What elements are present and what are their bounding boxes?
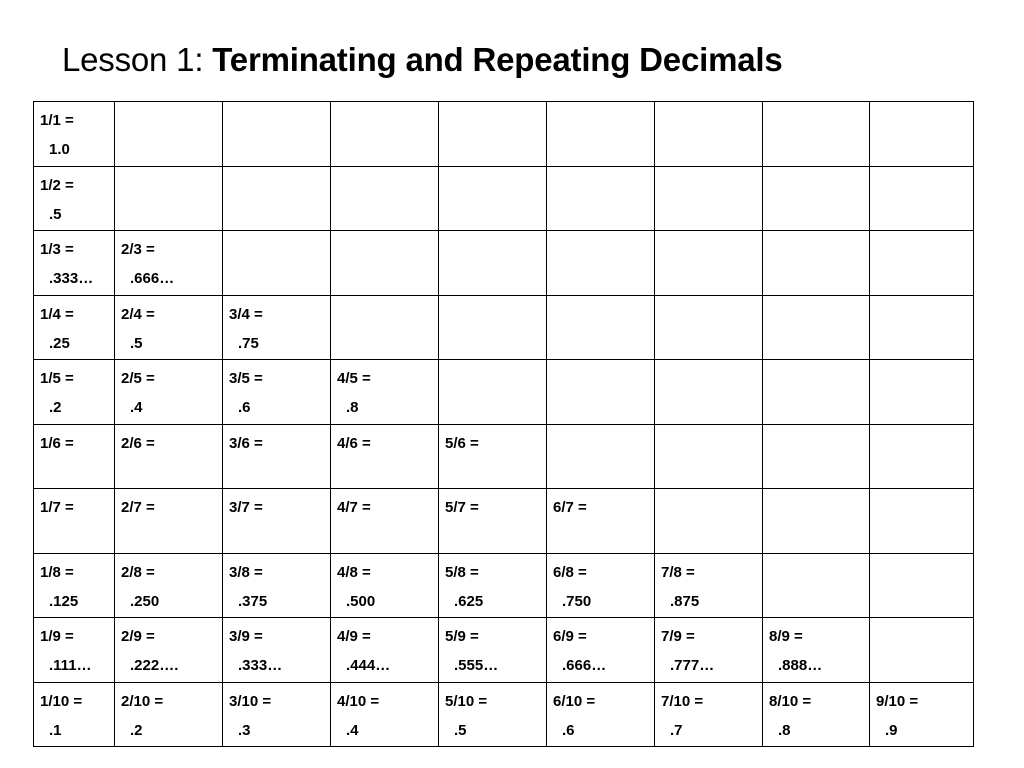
decimal-value: .1 <box>49 721 62 739</box>
decimal-value: .333… <box>49 270 94 287</box>
table-body <box>34 102 974 747</box>
table-row <box>34 231 974 296</box>
decimal-value: .3 <box>238 721 251 739</box>
table-cell <box>331 682 439 746</box>
fraction-label: 1/10 = <box>40 692 83 710</box>
table-cell <box>34 682 115 746</box>
fraction-label: 1/6 = <box>40 434 74 452</box>
fraction-label: 5/10 = <box>445 692 488 710</box>
fraction-label: 7/9 = <box>661 628 695 645</box>
table-cell <box>34 360 115 425</box>
table-cell <box>763 231 870 296</box>
table-cell <box>763 102 870 167</box>
decimal-value: .75 <box>238 334 259 352</box>
decimal-value: .875 <box>670 592 700 610</box>
table-row <box>34 166 974 231</box>
fraction-label: 1/4 = <box>40 305 74 323</box>
table-cell <box>763 424 870 489</box>
table-cell <box>870 682 974 746</box>
table-cell <box>439 166 547 231</box>
table-cell <box>655 424 763 489</box>
table-cell <box>115 102 223 167</box>
decimal-value: .9 <box>885 721 898 739</box>
table-cell <box>115 166 223 231</box>
fraction-label: 3/9 = <box>229 628 263 645</box>
decimal-value: .6 <box>238 399 251 416</box>
table-row <box>34 424 974 489</box>
fraction-label: 7/8 = <box>661 563 695 581</box>
decimal-value: .5 <box>454 721 467 739</box>
table-cell <box>547 295 655 360</box>
fraction-label: 5/9 = <box>445 628 479 645</box>
decimal-value: .4 <box>130 399 143 416</box>
table-cell <box>763 166 870 231</box>
table-cell <box>223 231 331 296</box>
table-cell <box>223 682 331 746</box>
table-cell <box>655 553 763 618</box>
table-cell <box>655 102 763 167</box>
table-cell <box>547 102 655 167</box>
fraction-decimal-table <box>33 101 974 747</box>
fraction-label: 5/7 = <box>445 499 479 516</box>
decimal-value: .375 <box>238 592 268 610</box>
table-cell <box>331 489 439 554</box>
fraction-label: 7/10 = <box>661 692 704 710</box>
decimal-value: .222…. <box>130 657 179 674</box>
table-cell <box>223 553 331 618</box>
table-cell <box>870 489 974 554</box>
fraction-label: 5/6 = <box>445 434 479 452</box>
decimal-value: .555… <box>454 657 499 674</box>
table-cell <box>439 102 547 167</box>
fraction-label: 3/4 = <box>229 305 263 323</box>
decimal-value: .8 <box>778 721 791 739</box>
table-cell <box>34 102 115 167</box>
fraction-label: 6/8 = <box>553 563 587 581</box>
decimal-value: .2 <box>49 399 62 416</box>
decimal-value: .500 <box>346 592 376 610</box>
table-cell <box>331 618 439 683</box>
table-cell <box>870 231 974 296</box>
fraction-label: 8/10 = <box>769 692 812 710</box>
table-row <box>34 295 974 360</box>
fraction-label: 6/7 = <box>553 499 587 516</box>
decimal-value: .666… <box>562 657 607 674</box>
table-cell <box>870 553 974 618</box>
table-cell <box>439 295 547 360</box>
decimal-value: .6 <box>562 721 575 739</box>
table-cell <box>870 102 974 167</box>
table-cell <box>115 618 223 683</box>
table-row <box>34 682 974 746</box>
table-cell <box>870 166 974 231</box>
table-cell <box>870 360 974 425</box>
table-cell <box>115 553 223 618</box>
table-cell <box>439 682 547 746</box>
table-cell <box>34 424 115 489</box>
table-cell <box>655 360 763 425</box>
decimal-value: 1.0 <box>49 141 70 158</box>
table-cell <box>439 553 547 618</box>
table-row <box>34 489 974 554</box>
table-cell <box>223 424 331 489</box>
table-cell <box>34 489 115 554</box>
fraction-label: 2/4 = <box>121 305 155 323</box>
decimal-value: .625 <box>454 592 484 610</box>
decimal-value: .5 <box>130 334 143 352</box>
decimal-value: .777… <box>670 657 715 674</box>
fraction-label: 2/6 = <box>121 434 155 452</box>
table-cell <box>870 295 974 360</box>
table-cell <box>331 553 439 618</box>
table-cell <box>34 618 115 683</box>
table-row <box>34 360 974 425</box>
table-cell <box>331 424 439 489</box>
decimal-value: .666… <box>130 270 175 287</box>
table-cell <box>34 166 115 231</box>
table-cell <box>331 360 439 425</box>
table-cell <box>439 618 547 683</box>
fraction-label: 4/8 = <box>337 563 371 581</box>
table-cell <box>331 231 439 296</box>
fraction-label: 3/6 = <box>229 434 263 452</box>
fraction-label: 4/7 = <box>337 499 371 516</box>
table-cell <box>763 360 870 425</box>
table-cell <box>655 231 763 296</box>
table-cell <box>331 295 439 360</box>
table-cell <box>763 295 870 360</box>
decimal-value: .7 <box>670 721 683 739</box>
table-cell <box>547 424 655 489</box>
decimal-value: .5 <box>49 205 62 223</box>
decimal-value: .4 <box>346 721 359 739</box>
decimal-value: .111… <box>49 657 92 674</box>
table-cell <box>763 553 870 618</box>
table-cell <box>547 166 655 231</box>
table-cell <box>547 489 655 554</box>
fraction-label: 3/8 = <box>229 563 263 581</box>
fraction-label: 6/9 = <box>553 628 587 645</box>
fraction-label: 2/3 = <box>121 241 155 258</box>
table-cell <box>223 295 331 360</box>
title-prefix: Lesson 1: <box>62 41 213 78</box>
table-cell <box>115 295 223 360</box>
fraction-label: 6/10 = <box>553 692 596 710</box>
fraction-label: 2/10 = <box>121 692 164 710</box>
decimal-value: .444… <box>346 657 391 674</box>
table-cell <box>655 489 763 554</box>
fraction-label: 4/6 = <box>337 434 371 452</box>
fraction-label: 4/9 = <box>337 628 371 645</box>
table-cell <box>547 618 655 683</box>
table-row <box>34 102 974 167</box>
decimal-value: .8 <box>346 399 359 416</box>
table-cell <box>763 682 870 746</box>
table-cell <box>115 424 223 489</box>
fraction-label: 2/5 = <box>121 370 155 387</box>
table-cell <box>223 618 331 683</box>
table-cell <box>547 360 655 425</box>
table-cell <box>870 618 974 683</box>
decimal-value: .333… <box>238 657 283 674</box>
fraction-label: 4/5 = <box>337 370 371 387</box>
table-cell <box>331 102 439 167</box>
table-cell <box>223 102 331 167</box>
fraction-label: 9/10 = <box>876 692 919 710</box>
table-cell <box>115 489 223 554</box>
table-cell <box>115 231 223 296</box>
decimal-value: .2 <box>130 721 143 739</box>
page-title <box>62 38 783 82</box>
table-cell <box>547 553 655 618</box>
table-cell <box>655 618 763 683</box>
fraction-label: 1/2 = <box>40 176 74 194</box>
table-row <box>34 553 974 618</box>
table-cell <box>34 553 115 618</box>
table-cell <box>223 360 331 425</box>
fraction-label: 2/9 = <box>121 628 155 645</box>
decimal-value: .750 <box>562 592 592 610</box>
table-cell <box>439 489 547 554</box>
title-main: Terminating and Repeating Decimals <box>212 41 783 78</box>
table-cell <box>547 682 655 746</box>
table-cell <box>655 682 763 746</box>
table-cell <box>115 360 223 425</box>
decimal-value: .250 <box>130 592 160 610</box>
table-cell <box>439 360 547 425</box>
decimal-value: .25 <box>49 334 70 352</box>
fraction-label: 3/7 = <box>229 499 263 516</box>
table-cell <box>439 424 547 489</box>
fraction-label: 8/9 = <box>769 628 803 645</box>
fraction-label: 3/5 = <box>229 370 263 387</box>
decimal-value: .125 <box>49 592 79 610</box>
table-row <box>34 618 974 683</box>
fraction-label: 5/8 = <box>445 563 479 581</box>
table-cell <box>655 166 763 231</box>
table-cell <box>34 295 115 360</box>
fraction-label: 2/7 = <box>121 499 155 516</box>
table-cell <box>223 489 331 554</box>
table-cell <box>547 231 655 296</box>
decimal-value: .888… <box>778 657 823 674</box>
table-cell <box>763 618 870 683</box>
fraction-label: 1/8 = <box>40 563 74 581</box>
table-cell <box>34 231 115 296</box>
table-cell <box>223 166 331 231</box>
fraction-label: 1/3 = <box>40 241 74 258</box>
table-cell <box>870 424 974 489</box>
table-cell <box>655 295 763 360</box>
fraction-label: 2/8 = <box>121 563 155 581</box>
fraction-label: 3/10 = <box>229 692 272 710</box>
table-cell <box>115 682 223 746</box>
fraction-label: 1/1 = <box>40 112 74 129</box>
fraction-label: 1/5 = <box>40 370 74 387</box>
table-cell <box>439 231 547 296</box>
fraction-label: 1/9 = <box>40 628 74 645</box>
table-cell <box>331 166 439 231</box>
fraction-label: 1/7 = <box>40 499 74 516</box>
fraction-label: 4/10 = <box>337 692 380 710</box>
table-cell <box>763 489 870 554</box>
